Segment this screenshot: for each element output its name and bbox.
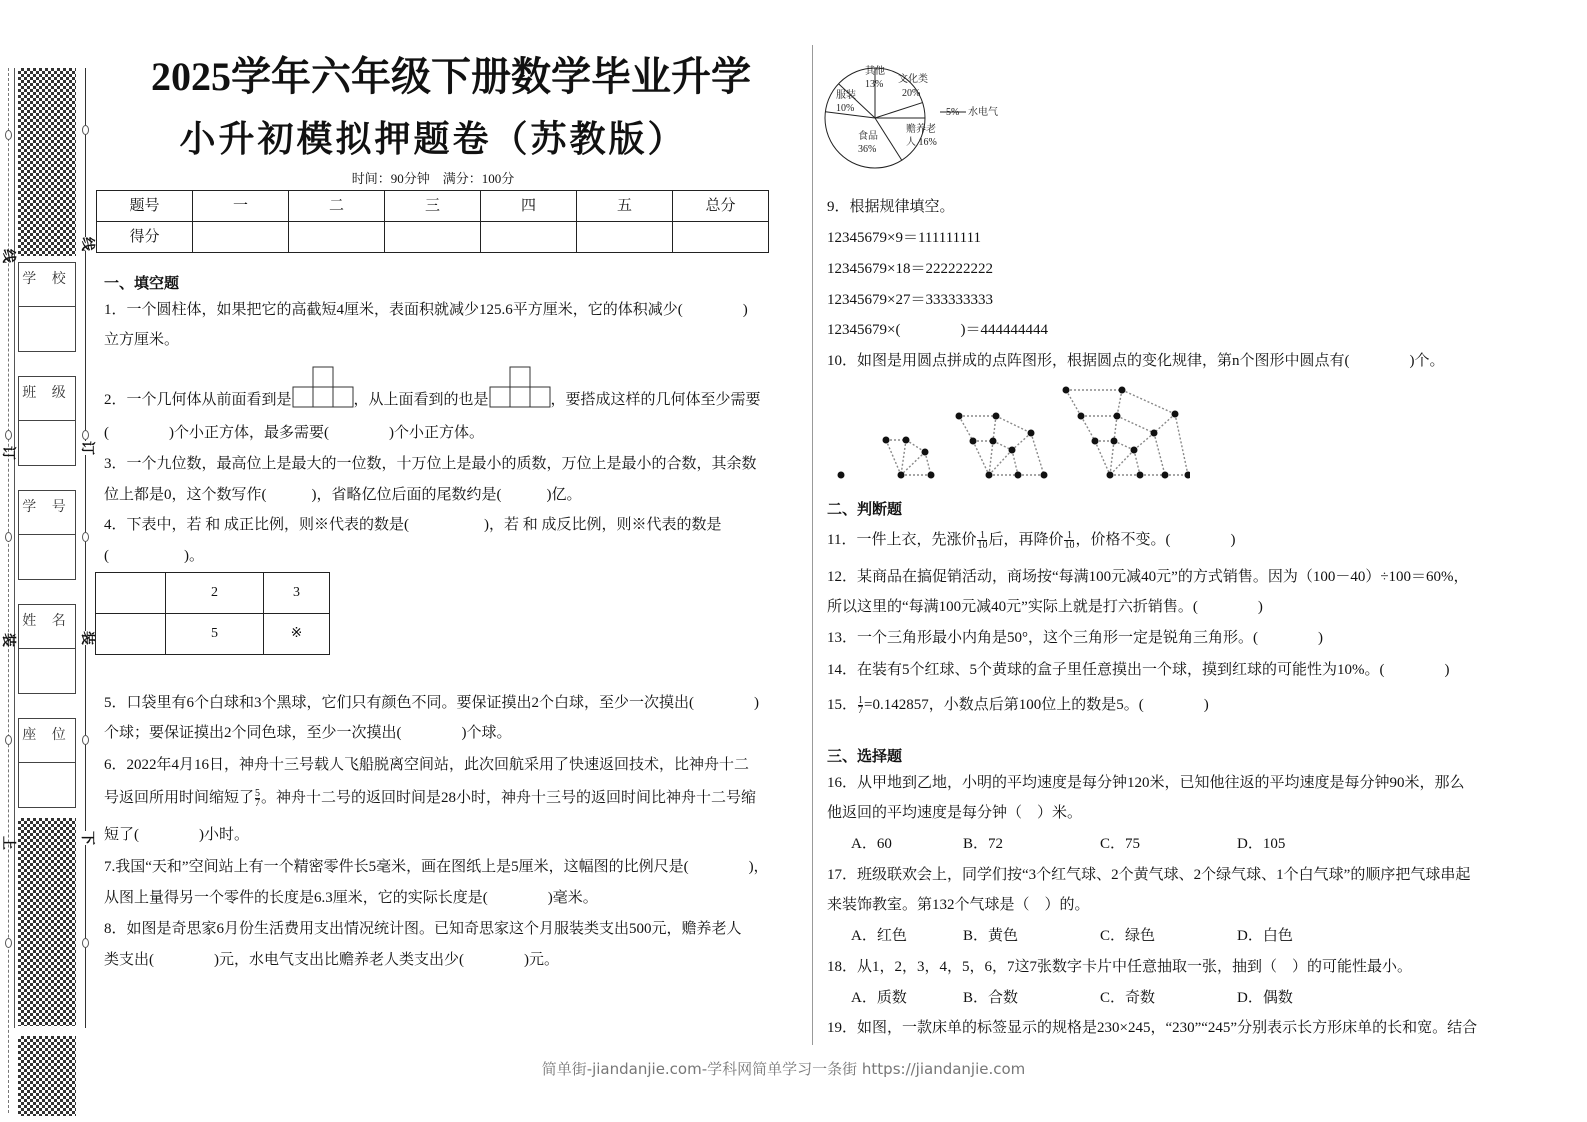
dot-figure-4-point bbox=[1078, 413, 1085, 420]
page-subtitle: 小升初模拟押题卷（苏教版） bbox=[179, 119, 687, 159]
question-13: 13．一个三角形最小内角是50°，这个三角形一定是锐角三角形。( ) bbox=[827, 630, 1323, 646]
dot-figure-2-point bbox=[928, 472, 935, 479]
dot-figure-3-point bbox=[1009, 447, 1016, 454]
pie-label: 服装 bbox=[836, 90, 856, 101]
option-d: D．白色 bbox=[1237, 928, 1293, 944]
dot-link bbox=[1081, 416, 1095, 441]
dot-figure-3-point bbox=[970, 438, 977, 445]
pie-label: 5% bbox=[946, 107, 960, 118]
pie-label: 20% bbox=[902, 88, 921, 99]
option-c: C．奇数 bbox=[1100, 990, 1156, 1006]
circle-mark bbox=[82, 938, 89, 948]
dot-figure-4-point bbox=[1151, 430, 1158, 437]
pattern-line: 12345679×18＝222222222 bbox=[827, 261, 993, 277]
fraction: $\frac{1}{10}$ bbox=[977, 529, 988, 551]
dot-link bbox=[993, 416, 996, 441]
bind-mark: 装 bbox=[79, 631, 94, 645]
pie-label: 水电气 bbox=[968, 107, 998, 118]
pattern-line: 12345679×27＝333333333 bbox=[827, 292, 993, 308]
pie-label: 其他 bbox=[865, 66, 885, 77]
pie-slice-食品 bbox=[875, 118, 902, 160]
proportion-table bbox=[95, 572, 330, 655]
dot-figure-4-point bbox=[1119, 387, 1126, 394]
dot-link bbox=[1095, 441, 1110, 475]
question-11: 11．一件上衣，先涨价 $\frac{1}{10}$ 后，再降价 $\frac{1}{10}$ ，价格不变。( ) bbox=[827, 529, 1236, 551]
question-15: 15． $\frac{1}{7}$ =0.142857，小数点后第100位上的数是5。( ) bbox=[827, 694, 1209, 716]
dot-figure-2-point bbox=[898, 472, 905, 479]
question-8: 8．如图是奇思家6月份生活费用支出情况统计图。已知奇思家这个月服装类支出500元，赡养老人 bbox=[104, 921, 742, 937]
option-c: C．绿色 bbox=[1100, 928, 1156, 944]
pattern-line: 12345679×( )＝444444444 bbox=[827, 322, 1048, 338]
dot-figure-4-point bbox=[1137, 472, 1144, 479]
dot-link bbox=[989, 441, 993, 475]
up-mark: 上 bbox=[0, 836, 15, 850]
pattern-line: 12345679×9＝111111111 bbox=[827, 230, 982, 246]
option-a: A．质数 bbox=[851, 990, 907, 1006]
dot-figure-4-point bbox=[1131, 447, 1138, 454]
circle-mark bbox=[5, 130, 12, 140]
dot-link bbox=[973, 441, 989, 475]
question-18: 18．从1，2，3，4，5，6，7这7张数字卡片中任意抽取一张，抽到（ ）的可能性最小。 bbox=[827, 959, 1413, 975]
question-2: 2．一个几何体从前面看到是 ，从上面看到的也是 ，要搭成这样的几何体至少需要 bbox=[104, 366, 761, 412]
name-field[interactable] bbox=[18, 604, 76, 694]
circle-mark bbox=[82, 735, 89, 745]
option-b: B．72 bbox=[963, 836, 1004, 852]
option-c: C．75 bbox=[1100, 836, 1141, 852]
question-2-cont: ( )个小正方体，最多需要( )个小正方体。 bbox=[104, 425, 484, 441]
question-17: 17．班级联欢会上，同学们按“3个红气球、2个黄气球、2个绿气球、1个白气球”的顺序把气球串起 bbox=[827, 867, 1471, 883]
expense-pie-chart bbox=[822, 52, 1022, 187]
table-row: 2 3 bbox=[96, 573, 330, 614]
dot-link bbox=[1134, 450, 1140, 475]
dot-figure-3-point bbox=[993, 413, 1000, 420]
fraction: $\frac{1}{10}$ bbox=[1064, 529, 1075, 551]
dot-link bbox=[886, 440, 901, 475]
school-label: 学 校 bbox=[19, 263, 75, 307]
question-12: 12．某商品在搞促销活动，商场按“每满100元减40元”的方式销售。因为（100－40）÷100＝60%， bbox=[827, 569, 1469, 585]
page-title: 2025学年六年级下册数学毕业升学 bbox=[151, 54, 751, 99]
dot-link bbox=[1154, 414, 1175, 433]
section-heading: 一、填空题 bbox=[104, 276, 180, 292]
dot-link bbox=[1110, 441, 1114, 475]
dot-figure-3-point bbox=[956, 413, 963, 420]
fraction: $\frac{5}{7}$ bbox=[255, 787, 261, 809]
pie-label: 10% bbox=[836, 103, 855, 114]
dot-link bbox=[925, 452, 931, 475]
school-field[interactable] bbox=[18, 262, 76, 352]
dot-figure-4-point bbox=[1063, 387, 1070, 394]
question-4: 4．下表中，若 和 成正比例，则※代表的数是( )，若 和 成反比例，则※代表的数是 bbox=[104, 517, 722, 533]
student-id-field[interactable] bbox=[18, 490, 76, 580]
cube-view-figure bbox=[292, 366, 354, 408]
dot-link bbox=[1114, 416, 1117, 441]
dot-link bbox=[1134, 433, 1154, 450]
circle-mark bbox=[5, 735, 12, 745]
dot-figure-3-point bbox=[986, 472, 993, 479]
line-mark: 线 bbox=[79, 237, 94, 251]
option-a: A．红色 bbox=[851, 928, 907, 944]
footer-watermark: 简单街-jiandanjie.com-学科网简单学习一条街 https://jiandanjie.com bbox=[541, 1060, 1026, 1078]
circle-mark bbox=[5, 938, 12, 948]
pie-slice-水电气 bbox=[875, 103, 923, 118]
dot-link bbox=[989, 450, 1012, 475]
question-6-cont: 短了( )小时。 bbox=[104, 827, 249, 843]
section-heading: 三、选择题 bbox=[827, 749, 903, 765]
table-row: 题号 一 二 三 四 五 总分 bbox=[97, 191, 769, 222]
column-divider bbox=[812, 45, 813, 1045]
option-a: A．60 bbox=[851, 836, 892, 852]
pie-label: 人 16% bbox=[906, 137, 937, 148]
question-7: 7.我国“天和”空间站上有一个精密零件长5毫米，画在图纸上是5厘米，这幅图的比例尺是( )， bbox=[104, 859, 769, 875]
option-d: D．105 bbox=[1237, 836, 1286, 852]
table-row: 5 ※ bbox=[96, 614, 330, 655]
question-7-cont: 从图上量得另一个零件的长度是6.3厘米，它的实际长度是( )毫米。 bbox=[104, 890, 598, 906]
question-6-cont: 号返回所用时间缩短了 $\frac{5}{7}$ 。神舟十二号的返回时间是28小时，神舟十三号的返回时间比神舟十二号缩 bbox=[104, 787, 757, 809]
question-19: 19．如图，一款床单的标签显示的规格是230×245，“230”“245”分别表示长方形床单的长和宽。结合 bbox=[827, 1020, 1478, 1036]
dot-link bbox=[1110, 450, 1134, 475]
question-16: 16．从甲地到乙地，小明的平均速度是每分钟120米，已知他往返的平均速度是每分钟90米，那么 bbox=[827, 775, 1465, 791]
dot-figure-1-point bbox=[838, 472, 845, 479]
seat-field[interactable] bbox=[18, 718, 76, 808]
dashed-cut-line bbox=[8, 68, 9, 1113]
dot-figure-3-point bbox=[1041, 472, 1048, 479]
dot-figure-4-point bbox=[1111, 438, 1118, 445]
exam-info: 时间：90分钟 满分：100分 bbox=[351, 171, 515, 186]
dot-figure-3-point bbox=[1015, 472, 1022, 479]
down-mark: 下 bbox=[79, 831, 94, 845]
staple-mark: 订 bbox=[0, 446, 15, 460]
dot-link bbox=[901, 452, 925, 475]
option-b: B．合数 bbox=[963, 990, 1019, 1006]
dot-figure-4-point bbox=[1092, 438, 1099, 445]
dot-link bbox=[1012, 450, 1018, 475]
dot-figure-3-point bbox=[1028, 430, 1035, 437]
circle-mark bbox=[5, 430, 12, 440]
score-table bbox=[96, 190, 769, 253]
dot-figure-2-point bbox=[903, 437, 910, 444]
dot-link bbox=[1012, 433, 1031, 450]
dot-figure-4-point bbox=[1107, 472, 1114, 479]
checker-pattern bbox=[18, 818, 76, 1026]
dot-link bbox=[901, 440, 906, 475]
circle-mark bbox=[82, 430, 89, 440]
seat-label: 座 位 bbox=[19, 719, 75, 763]
pie-label: 赡养老 bbox=[906, 124, 936, 135]
margin-line bbox=[14, 68, 15, 1028]
fraction: $\frac{1}{7}$ bbox=[858, 694, 864, 716]
pie-label: 文化类 bbox=[898, 74, 928, 85]
dot-link bbox=[1031, 433, 1044, 475]
bind-mark: 装 bbox=[0, 633, 15, 647]
dot-figure-4-point bbox=[1172, 411, 1179, 418]
option-b: B．黄色 bbox=[963, 928, 1019, 944]
dot-link bbox=[1175, 414, 1188, 475]
circle-mark bbox=[82, 532, 89, 542]
question-5: 5．口袋里有6个白球和3个黑球，它们只有颜色不同。要保证摸出2个白球，至少一次摸出( ) bbox=[104, 695, 759, 711]
option-d: D．偶数 bbox=[1237, 990, 1293, 1006]
question-6: 6．2022年4月16日，神舟十三号载人飞船脱离空间站，此次回航采用了快速返回技术，比神舟十二 bbox=[104, 757, 750, 773]
question-12-cont: 所以这里的“每满100元减40元”实际上就是打六折销售。( ) bbox=[827, 599, 1263, 615]
table-row: 得分 bbox=[97, 222, 769, 253]
question-16-cont: 他返回的平均速度是每分钟（ ）米。 bbox=[827, 805, 1083, 821]
class-field[interactable] bbox=[18, 376, 76, 466]
pie-label: 食品 bbox=[858, 131, 878, 142]
circle-mark bbox=[5, 532, 12, 542]
question-3: 3．一个九位数，最高位上是最大的一位数，十万位上是最小的质数，万位上是最小的合数，其余数 bbox=[104, 456, 757, 472]
checker-pattern bbox=[18, 68, 76, 256]
dot-figure-4-point bbox=[1162, 472, 1169, 479]
question-1: 1．一个圆柱体，如果把它的高截短4厘米，表面积就减少125.6平方厘米，它的体积减少( ) bbox=[104, 302, 748, 318]
pie-label: 13% bbox=[865, 79, 884, 90]
pie-label: 36% bbox=[858, 144, 877, 155]
staple-mark: 订 bbox=[79, 441, 94, 455]
dot-link bbox=[1117, 416, 1154, 433]
class-label: 班 级 bbox=[19, 377, 75, 421]
question-8-cont: 类支出( )元，水电气支出比赡养老人类支出少( )元。 bbox=[104, 952, 559, 968]
binding-line bbox=[85, 68, 86, 1028]
circle-mark bbox=[82, 125, 89, 135]
section-heading: 二、判断题 bbox=[827, 502, 903, 518]
dot-figure-3-point bbox=[990, 438, 997, 445]
question-1-cont: 立方厘米。 bbox=[104, 332, 180, 348]
dot-link bbox=[1122, 390, 1175, 414]
question-3-cont: 位上都是0，这个数写作( )，省略亿位后面的尾数约是( )亿。 bbox=[104, 487, 582, 503]
cube-view-figure bbox=[489, 366, 551, 408]
line-mark: 线 bbox=[0, 249, 15, 263]
dot-figure-4-point bbox=[1114, 413, 1121, 420]
dot-figure-4-point bbox=[1185, 472, 1191, 479]
name-label: 姓 名 bbox=[19, 605, 75, 649]
question-10: 10．如图是用圆点拼成的点阵图形，根据圆点的变化规律，第n个图形中圆点有( )个。 bbox=[827, 353, 1445, 369]
dot-link bbox=[1066, 390, 1081, 416]
question-4-cont: ( )。 bbox=[104, 548, 204, 564]
question-17-cont: 来装饰教室。第132个气球是（ ）的。 bbox=[827, 897, 1090, 913]
question-5-cont: 个球；要保证摸出2个同色球，至少一次摸出( )个球。 bbox=[104, 725, 512, 741]
dot-link bbox=[959, 416, 973, 441]
dot-pattern-figure bbox=[820, 375, 1190, 480]
dot-figure-2-point bbox=[883, 437, 890, 444]
dot-link bbox=[996, 416, 1031, 433]
dot-link bbox=[1117, 390, 1122, 416]
dot-link bbox=[1154, 433, 1165, 475]
question-9: 9．根据规律填空。 bbox=[827, 199, 955, 215]
student-id-label: 学 号 bbox=[19, 491, 75, 535]
dot-figure-2-point bbox=[922, 449, 929, 456]
question-14: 14．在装有5个红球、5个黄球的盒子里任意摸出一个球，摸到红球的可能性为10%。( ) bbox=[827, 662, 1450, 678]
